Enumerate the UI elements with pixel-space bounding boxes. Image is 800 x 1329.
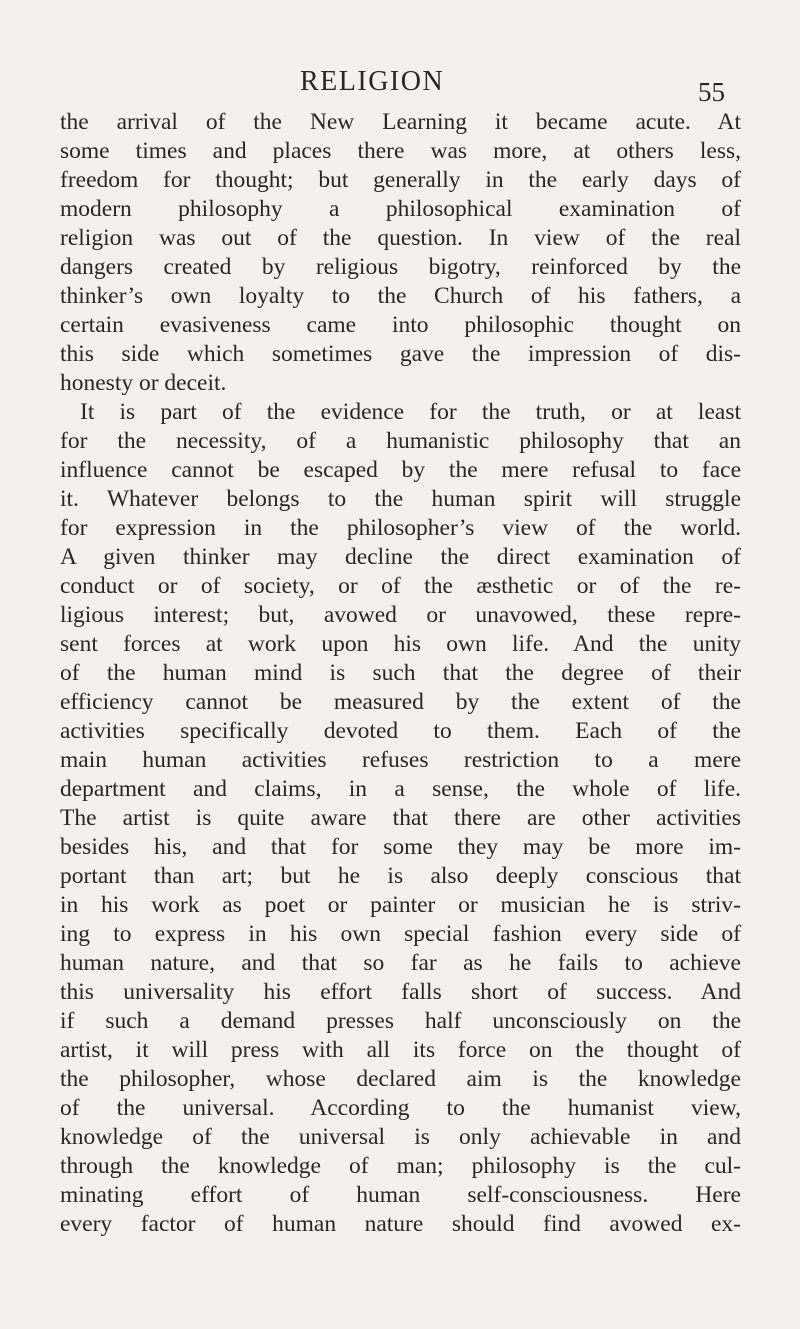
text-line: certain evasiveness came into philosophic thought on	[60, 312, 741, 338]
text-line: dangers created by religious bigotry, reinforced by the	[60, 254, 741, 280]
text-line: religion was out of the question. In view of the real	[60, 225, 741, 251]
paragraph-end-line: honesty or deceit.	[60, 370, 227, 396]
text-line: A given thinker may decline the direct examination of	[60, 544, 741, 570]
text-line: of the human mind is such that the degree of their	[60, 660, 741, 686]
body-text	[60, 108, 741, 1239]
text-line: for the necessity, of a humanistic philosophy that an	[60, 428, 741, 454]
text-line: the arrival of the New Learning it became acute. At	[60, 109, 741, 135]
text-line: in his work as poet or painter or musician he is striv-	[60, 892, 741, 918]
text-line: thinker’s own loyalty to the Church of his fathers, a	[60, 283, 741, 309]
text-line: influence cannot be escaped by the mere refusal to face	[60, 457, 741, 483]
text-line: human nature, and that so far as he fails to achieve	[60, 950, 741, 976]
text-line: every factor of human nature should find avowed ex-	[60, 1211, 741, 1237]
text-line: of the universal. According to the humanist view,	[60, 1095, 741, 1121]
text-line: the philosopher, whose declared aim is the knowledge	[60, 1066, 741, 1092]
text-line: for expression in the philosopher’s view of the world.	[60, 515, 741, 541]
text-line: through the knowledge of man; philosophy is the cul-	[60, 1153, 741, 1179]
text-line: ligious interest; but, avowed or unavowed, these repre-	[60, 602, 741, 628]
running-head	[0, 66, 800, 106]
text-line: activities specifically devoted to them. Each of the	[60, 718, 741, 744]
text-line: freedom for thought; but generally in the early days of	[60, 167, 741, 193]
text-line: department and claims, in a sense, the whole of life.	[60, 776, 741, 802]
text-line: efficiency cannot be measured by the extent of the	[60, 689, 741, 715]
text-line: knowledge of the universal is only achievable in and	[60, 1124, 741, 1150]
text-line: portant than art; but he is also deeply conscious that	[60, 863, 741, 889]
page-number: 55	[698, 77, 725, 107]
text-line: ing to express in his own special fashion every side of	[60, 921, 741, 947]
text-line: main human activities refuses restriction to a mere	[60, 747, 741, 773]
text-line: sent forces at work upon his own life. And the unity	[60, 631, 741, 657]
paragraph-start-line: It is part of the evidence for the truth, or at least	[80, 399, 741, 425]
running-title: RELIGION	[300, 66, 445, 97]
text-line: modern philosophy a philosophical examination of	[60, 196, 741, 222]
text-line: it. Whatever belongs to the human spirit will struggle	[60, 486, 741, 512]
text-line: minating effort of human self-consciousness. Here	[60, 1182, 741, 1208]
text-line: if such a demand presses half unconsciously on the	[60, 1008, 741, 1034]
text-line: some times and places there was more, at others less,	[60, 138, 741, 164]
text-line: The artist is quite aware that there are other activities	[60, 805, 741, 831]
text-line: artist, it will press with all its force on the thought of	[60, 1037, 741, 1063]
text-line: besides his, and that for some they may be more im-	[60, 834, 741, 860]
text-line: this side which sometimes gave the impression of dis-	[60, 341, 741, 367]
text-line: this universality his effort falls short of success. And	[60, 979, 741, 1005]
text-line: conduct or of society, or of the æsthetic or of the re-	[60, 573, 741, 599]
